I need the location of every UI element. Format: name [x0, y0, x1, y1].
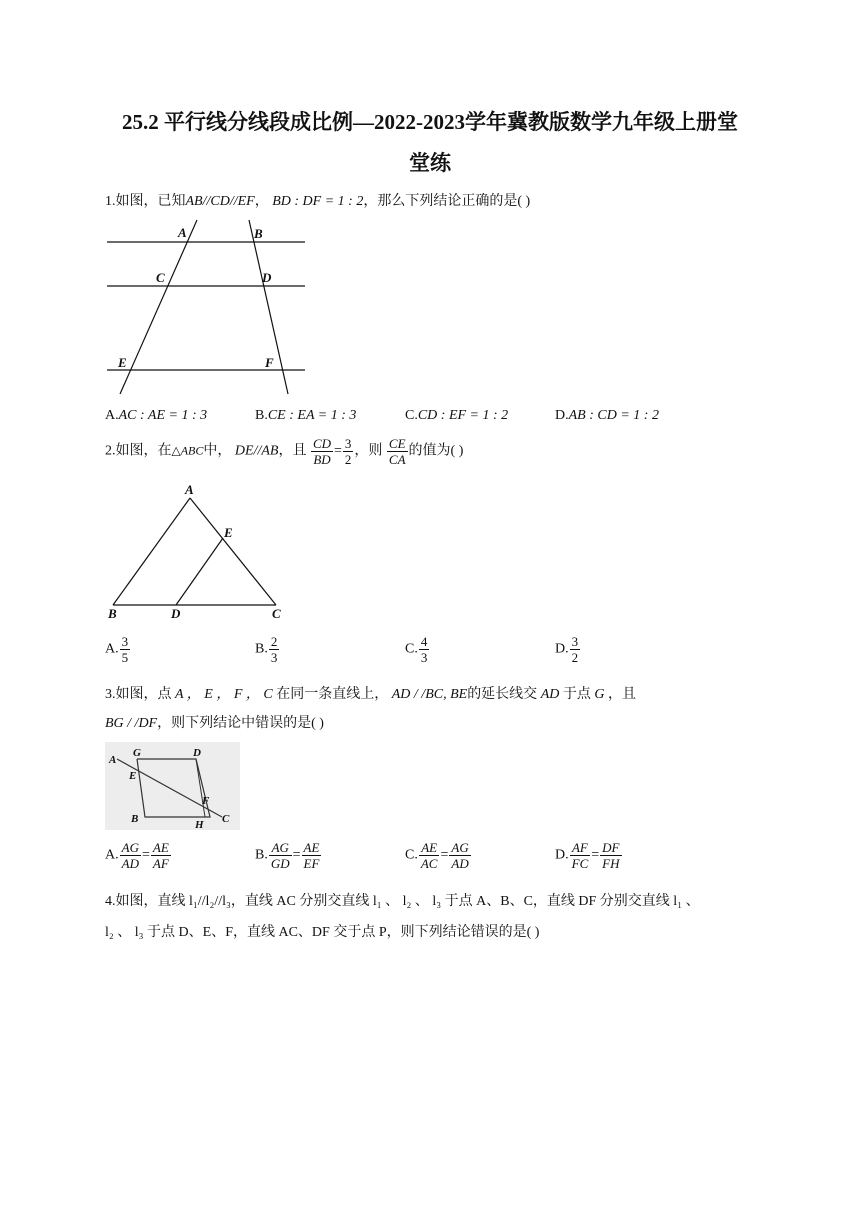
q2-option-c[interactable]: C. $\frac{4}{3}$ — [405, 634, 428, 665]
q1-suffix: ，那么下列结论正确的是( ) — [363, 194, 531, 209]
q3-option-a[interactable]: A. $\frac{AG}{AD}$ = $\frac{AE}{AF}$ — [105, 840, 169, 871]
q3-label-c: C — [222, 813, 230, 825]
q3-figure — [105, 742, 240, 830]
q1-condition-parallel: AB//CD//EF — [185, 194, 255, 209]
question-3-stem-line1: 3.如图，点 A ， E ， F ， C 在同一条直线上， AD / /BC, BE的延长线交 AD 于点 G ，且 — [105, 687, 636, 702]
q2-fraction-cd-bd: $\frac{CD}{BD}$ — [312, 436, 332, 467]
q1-label-c: C — [156, 270, 165, 285]
q2-label-a: A — [185, 482, 194, 497]
q3-option-d[interactable]: D. $\frac{AF}{FC}$ = $\frac{DF}{FH}$ — [555, 840, 620, 871]
q2-figure — [100, 482, 300, 622]
question-3-stem-line2: BG / /DF，则下列结论中错误的是( ) — [105, 716, 324, 731]
q3-option-b[interactable]: B. $\frac{AG}{GD}$ = $\frac{AE}{EF}$ — [255, 840, 320, 871]
q3-label-a: A — [109, 754, 117, 766]
q1-prefix: 1.如图，已知 — [105, 194, 186, 209]
q3-option-c[interactable]: C. $\frac{AE}{AC}$ = $\frac{AG}{AD}$ — [405, 840, 469, 871]
q3-label-b: B — [131, 813, 139, 825]
q3-label-h: H — [195, 819, 204, 830]
question-2-stem: 2.如图，在△ABC中， DE//AB，且 $\frac{CD}{BD}$ = $\frac{3}{2}$ ，则 $\frac{CE}{CA}$ 的值为( ) — [105, 436, 464, 467]
q1-option-b[interactable]: B.CE : EA = 1 : 3 — [255, 408, 357, 423]
q3-label-e: E — [129, 770, 137, 782]
question-1-stem — [105, 190, 530, 210]
q2-label-b: B — [108, 606, 117, 621]
q1-label-b: B — [254, 226, 263, 241]
q2-label-e: E — [224, 525, 233, 540]
q3-label-d: D — [193, 747, 201, 759]
q2-option-b[interactable]: B. $\frac{2}{3}$ — [255, 634, 278, 665]
q3-label-g: G — [133, 747, 141, 759]
q1-label-e: E — [118, 355, 127, 370]
q2-label-c: C — [272, 606, 281, 621]
q1-figure — [100, 218, 315, 398]
q1-condition-ratio: BD : DF = 1 : 2 — [272, 194, 364, 209]
q1-separator: ， — [254, 194, 269, 209]
q2-option-a[interactable]: A. $\frac{3}{5}$ — [105, 634, 129, 665]
q1-option-a[interactable]: A.AC : AE = 1 : 3 — [105, 408, 208, 423]
page-title-continued: 堂练 — [409, 151, 451, 175]
page-title: 25.2 平行线分线段成比例—2022-2023学年冀教版数学九年级上册堂 — [122, 110, 738, 134]
q1-label-f: F — [265, 355, 274, 370]
question-4-stem-line1: 4.如图，直线 l₁//l₂//l₃，直线 AC 分别交直线 l₁ 、 l₂ 、 l₃ 于点 A、B、C，直线 DF 分别交直线 l₁ 、 — [105, 894, 700, 909]
q1-option-c[interactable]: C.CD : EF = 1 : 2 — [405, 408, 509, 423]
q2-fraction-3-2: $\frac{3}{2}$ — [344, 436, 352, 467]
question-4-stem-line2: l₂ 、 l₃ 于点 D、E、F，直线 AC、DF 交于点 P，则下列结论错误的是( ) — [105, 925, 540, 940]
q1-option-d[interactable]: D.AB : CD = 1 : 2 — [555, 408, 659, 423]
q3-label-f: F — [202, 795, 210, 807]
q2-label-d: D — [171, 606, 181, 621]
q2-option-d[interactable]: D. $\frac{3}{2}$ — [555, 634, 579, 665]
q1-label-a: A — [178, 225, 187, 240]
q1-label-d: D — [262, 270, 272, 285]
q2-fraction-ce-ca: $\frac{CE}{CA}$ — [388, 436, 406, 467]
